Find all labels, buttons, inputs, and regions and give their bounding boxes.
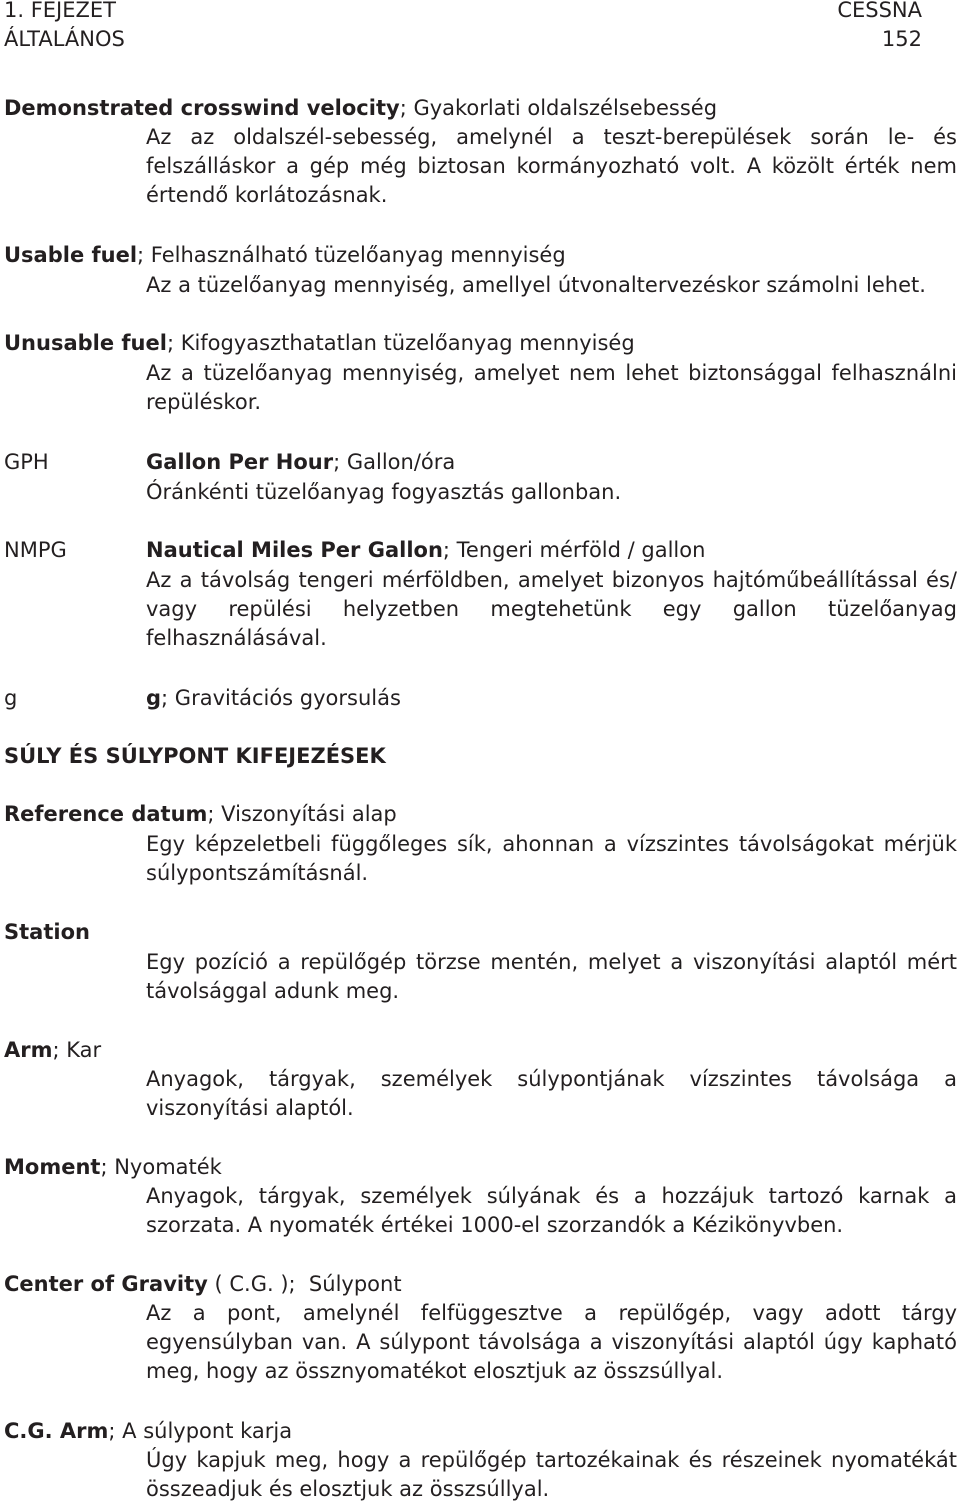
term-title: Center of Gravity: [4, 1272, 208, 1296]
term-title: Station: [4, 920, 90, 944]
term-translation: ; Gallon/óra: [333, 450, 456, 474]
chapter-label: 1. FEJEZET: [4, 0, 117, 22]
abbr-gph: GPH: [4, 450, 49, 474]
term-usable-fuel: [4, 241, 957, 270]
definition-crosswind: Az az oldalszél-sebesség, amelynél a teszt-berepülések során le- és felszálláskor a gép még biztosan kormányozható volt. A közölt érték nem értendő korlátozásnak.: [146, 125, 957, 207]
term-translation: ; Felhasználható tüzelőanyag mennyiség: [137, 243, 566, 267]
term-title: Gallon Per Hour: [146, 450, 334, 474]
term-translation: ; A súlypont karja: [108, 1419, 293, 1443]
definition-station: Egy pozíció a repülőgép törzse mentén, melyet a viszonyítási alaptól mért távolsággal adunk meg.: [146, 950, 957, 1003]
term-translation: ; Tengeri mérföld / gallon: [442, 538, 706, 562]
definition-usable-fuel: Az a tüzelőanyag mennyiség, amellyel útvonaltervezéskor számolni lehet.: [146, 273, 926, 297]
definition-moment: Anyagok, tárgyak, személyek súlyának és a hozzájuk tartozó karnak a szorzata. A nyomaték értékei 1000-el szorzandók a Kézikönyvben.: [146, 1184, 957, 1237]
term-arm: [4, 1036, 957, 1065]
term-title: Arm: [4, 1038, 53, 1062]
term-translation: ; Gyakorlati oldalszélsebesség: [399, 96, 718, 120]
term-translation: ; Nyomaték: [100, 1155, 222, 1179]
term-gph: [146, 448, 957, 477]
term-reference-datum: [4, 800, 957, 829]
term-cg-arm: [4, 1417, 957, 1446]
definition-unusable-fuel: Az a tüzelőanyag mennyiség, amelyet nem lehet biztonsággal felhasználni repüléskor.: [146, 361, 957, 414]
term-unusable-fuel: [4, 329, 957, 358]
term-title: Demonstrated crosswind velocity: [4, 96, 400, 120]
term-translation: ; Kifogyaszthatatlan tüzelőanyag mennyiség: [166, 331, 635, 355]
term-g: [146, 684, 957, 713]
term-title: g: [146, 686, 162, 710]
section-title-text: SÚLY ÉS SÚLYPONT KIFEJEZÉSEK: [4, 744, 386, 768]
term-title: Usable fuel: [4, 243, 138, 267]
definition-reference-datum: Egy képzeletbeli függőleges sík, ahonnan a vízszintes távolságokat mérjük súlypontszámításnál.: [146, 832, 957, 885]
term-station: [4, 918, 957, 947]
definition-center-of-gravity: Az a pont, amelynél felfüggesztve a repülőgép, vagy adott tárgy egyensúlyban van. A súlypont távolsága a viszonyítási alaptól úgy kapható meg, hogy az össznyomatékot elosztjuk az összsúllyal.: [146, 1301, 957, 1383]
definition-nmpg: Az a távolság tengeri mérföldben, amelyet bizonyos hajtóműbeállítással és/ vagy repülési helyzetben megtehetünk egy gallon tüzelőanyag felhasználásával.: [146, 568, 957, 650]
brand-label: CESSNA: [837, 0, 922, 22]
term-title: C.G. Arm: [4, 1419, 109, 1443]
term-title: Unusable fuel: [4, 331, 167, 355]
term-translation: ; Kar: [52, 1038, 102, 1062]
running-header-line-1: [4, 0, 922, 25]
term-translation: ( C.G. ); Súlypont: [207, 1272, 402, 1296]
abbr-nmpg: NMPG: [4, 538, 67, 562]
section-label: ÁLTALÁNOS: [4, 27, 125, 51]
term-crosswind: [4, 94, 957, 123]
page-number: 152: [881, 27, 922, 51]
term-title: Reference datum: [4, 802, 208, 826]
term-translation: ; Viszonyítási alap: [207, 802, 397, 826]
term-title: Nautical Miles Per Gallon: [146, 538, 443, 562]
term-center-of-gravity: [4, 1270, 957, 1299]
definition-cg-arm: Úgy kapjuk meg, hogy a repülőgép tartozékainak és részeinek nyomatékát összeadjuk és elosztjuk az összsúllyal.: [146, 1448, 957, 1501]
running-header-line-2: [4, 25, 922, 54]
definition-arm: Anyagok, tárgyak, személyek súlypontjának vízszintes távolsága a viszonyítási alaptól.: [146, 1067, 957, 1120]
term-translation: ; Gravitációs gyorsulás: [161, 686, 401, 710]
definition-gph: Óránkénti tüzelőanyag fogyasztás gallonban.: [146, 480, 622, 504]
term-nmpg: [146, 536, 957, 565]
section-title: [4, 742, 957, 771]
term-title: Moment: [4, 1155, 101, 1179]
term-moment: [4, 1153, 957, 1182]
abbr-g: g: [4, 686, 18, 710]
